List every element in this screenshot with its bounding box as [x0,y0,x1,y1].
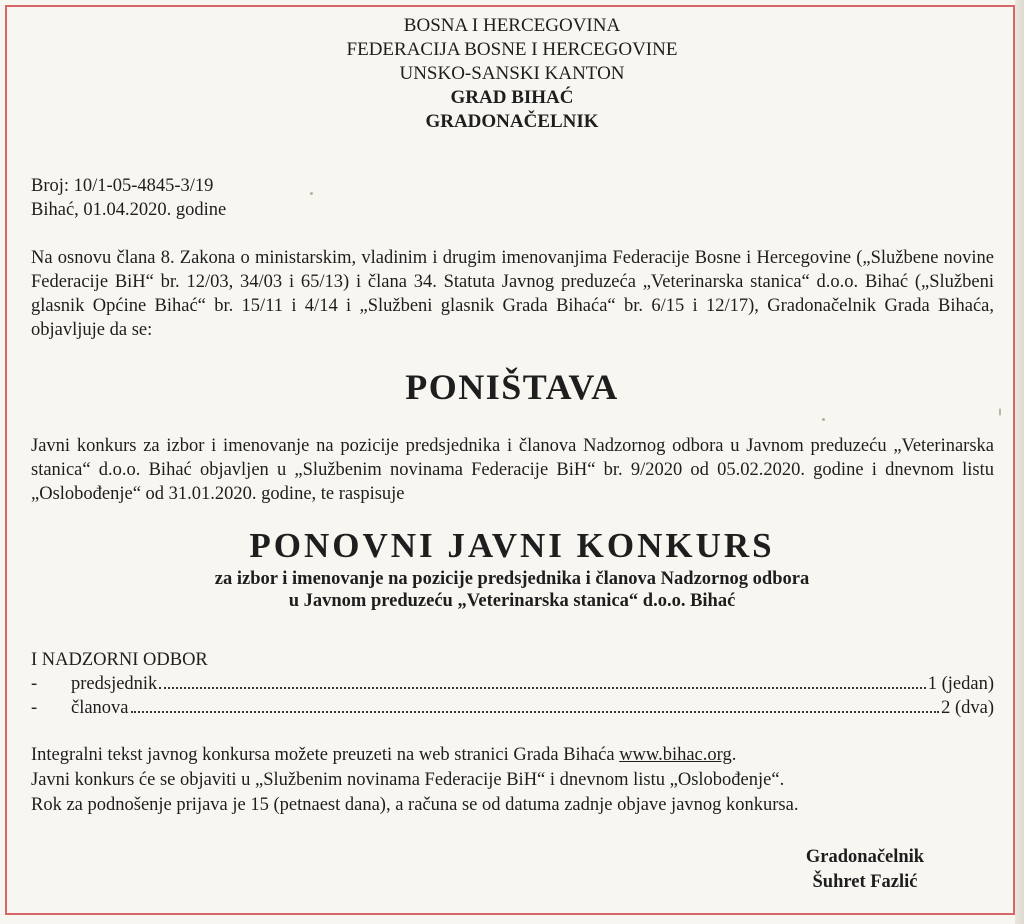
reference-block [31,174,226,222]
signature-name: Šuhret Fazlić [812,872,918,892]
list-dash: - [31,674,38,694]
competition-subtitle-line2: u Javnom preduzeću „Veterinarska stanica“ d.o.o. Bihać [288,591,736,611]
header-federation: FEDERACIJA BOSNE I HERCEGOVINE [346,39,678,60]
page-edge-shadow [1015,0,1024,924]
position-row-president [31,672,994,694]
intro-paragraph: Na osnovu člana 8. Zakona o ministarskim, vladinim i drugim imenovanjima Federacije Bosne i Hercegovine („Službene novine Federacije BiH“ br. 12/03, 34/03 i 65/13) i člana 34. Statuta Javnog preduzeća „Veterinarska stanica“ d.o.o. Bihać („Službeni glasnik Općine Bihać“ br. 15/11 i 4/14 i „Službeni glasnik Grada Bihaća“ br. 6/15 i 12/17), Gradonačelnik Grada Bihaća, objavljuje da se: [31,248,994,340]
reference-number: Broj: 10/1-05-4845-3/19 [31,176,214,196]
list-dash: - [31,698,38,718]
annulment-paragraph: Javni konkurs za izbor i imenovanje na pozicije predsjednika i članova Nadzornog odbora u Javnom preduzeću „Veterinarska stanica“ d.o.o. Bihać objavljen u „Službenim novinama Federacije BiH“ br. 9/2020 od 05.02.2020. godine i dnevnom listu „Oslobođenje“ od 31.01.2020. godine, te raspisuje [31,436,994,504]
position-row-members [31,696,994,718]
section-title: I NADZORNI ODBOR [31,650,208,670]
issuer-header [0,14,1024,134]
position-name: članova [71,698,129,718]
closing-website-end: . [731,745,737,765]
competition-title: PONOVNI JAVNI KONKURS [249,526,775,565]
header-country: BOSNA I HERCEGOVINA [403,15,621,36]
competition-subtitle-line1: za izbor i imenovanje na pozicije predsjednika i članova Nadzornog odbora [214,569,810,589]
header-city: GRAD BIHAĆ [450,87,574,108]
print-speck [310,192,313,195]
closing-line-deadline: Rok za podnošenje prijava je 15 (petnaest dana), a računa se od datuma zadnje objave javnog konkursa. [31,795,799,815]
position-name: predsjednik [71,674,158,694]
position-count: 2 (dva) [941,698,994,718]
closing-line-website [31,743,798,768]
closing-block [31,743,798,818]
position-count: 1 (jedan) [927,674,994,694]
signature-title: Gradonačelnik [805,847,925,867]
competition-subtitle [0,568,1024,612]
website-link[interactable]: www.bihac.org [619,745,732,765]
header-office: GRADONAČELNIK [425,111,599,132]
print-speck [822,418,825,421]
signature-block [760,845,970,895]
dot-leader [159,672,925,689]
print-speck [999,408,1001,416]
dot-leader [131,696,940,713]
closing-website-text: Integralni tekst javnog konkursa možete preuzeti na web stranici Grada Bihaća [31,745,620,765]
reference-place-date: Bihać, 01.04.2020. godine [31,200,227,220]
header-canton: UNSKO-SANSKI KANTON [399,63,625,84]
closing-line-publication: Javni konkurs će se objaviti u „Službenim novinama Federacije BiH“ i dnevnom listu „Oslobođenje“. [31,770,785,790]
annulment-title: PONIŠTAVA [405,367,619,407]
